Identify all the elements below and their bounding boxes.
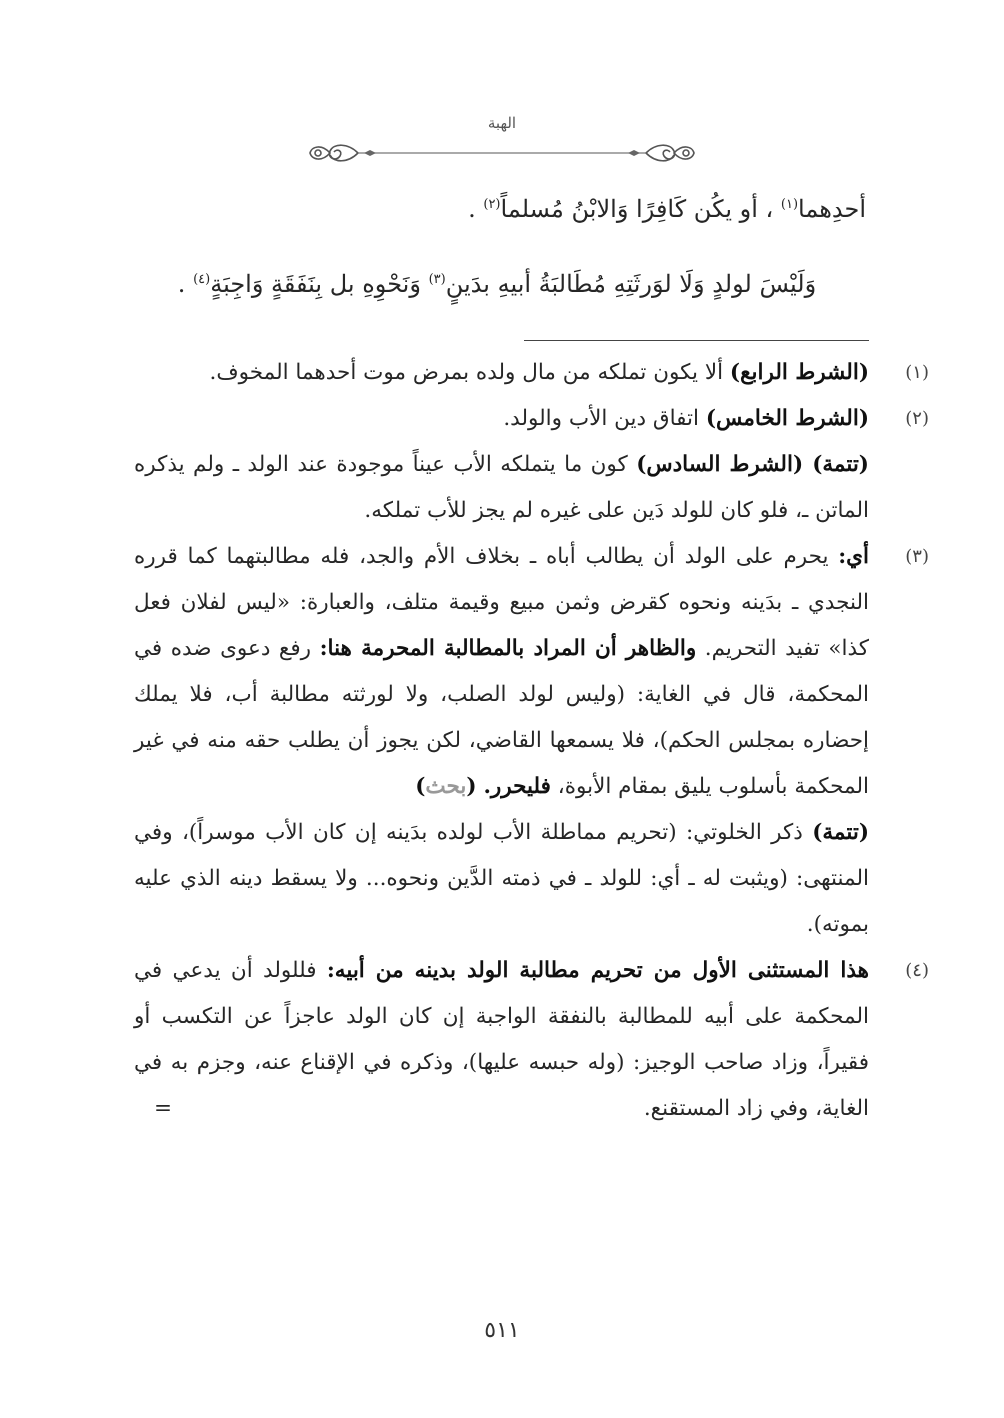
main-text-segment: . (468, 195, 476, 223)
footnote-2 (134, 396, 929, 442)
footnote-bold: (الشرط الرابع) (729, 360, 869, 385)
footnote-bold: هذا المستثنى الأول من تحريم مطالبة الولد بدينه من أبيه: (326, 958, 869, 983)
continuation-mark: = (154, 1096, 173, 1121)
footnote-4 (134, 948, 929, 1132)
main-text-segment: وَلَيْسَ لولدٍ وَلَا لوَرثَتِهِ مُطَالبَةُ أبيهِ بدَينٍ (445, 270, 817, 298)
main-text-segment: وَنَحْوِهِ بل بِنَفَقَةٍ وَاجِبَةٍ (210, 270, 421, 298)
footnote-text: اتفاق دين الأب والولد. (503, 406, 699, 431)
footnote-text: ألا يكون تملكه من مال ولده بمرض موت أحدهما المخوف. (209, 360, 724, 385)
footnote-number: (٤) (905, 960, 929, 981)
footnote-number: (٢) (905, 408, 929, 429)
main-text-line-2 (120, 270, 874, 298)
footnotes (134, 350, 929, 1132)
main-text-segment: . (177, 270, 186, 298)
note-text: كون ما يتملكه الأب عيناً موجودة عند الولد ـ ولم يذكره الماتن ـ، فلو كان للولد دَين على غيره لم يجز للأب تملكه. (134, 452, 869, 523)
note-bold: (تتمة) (الشرط السادس) (636, 452, 869, 477)
footnote-2-note (134, 442, 869, 534)
research-paren: ) (415, 774, 426, 799)
main-text-segment: أحدِهما (798, 195, 866, 223)
note-bold: (تتمة) (812, 820, 869, 845)
footnote-text: رفع دعوى ضده في المحكمة، قال في الغاية: (وليس لولد الصلب، ولا لورثته مطالبة أب، فلا يملك إحضاره بمجلس الحكم)، فلا يسمعها القاضي، لكن يجوز أن يطلب حقه منه في غير المحكمة بأسلوب يليق بمقام الأبوة، (134, 636, 869, 799)
footnote-number: (٣) (905, 546, 929, 567)
footnote-3 (134, 534, 929, 810)
footnote-number: (١) (905, 362, 929, 383)
footnote-bold: أي: (838, 544, 869, 569)
footnote-1 (134, 350, 929, 396)
footnote-bold: فليحرر. (483, 774, 551, 799)
footnote-text: فللولد أن يدعي في المحكمة على أبيه للمطالبة بالنفقة الواجبة إن كان الولد عاجزاً عن التكسب أو فقيراً، وزاد صاحب الوجيز: (وله حبسه عليها)، وذكره في الإقناع عنه، وجزم به في الغاية، وفي زاد المستقنع. (134, 958, 869, 1121)
running-title: الهبة (487, 114, 517, 132)
main-text-line-1 (130, 195, 866, 223)
footnote-divider (524, 340, 869, 341)
main-text-segment: ، أو يكُن كَافِرًا وَالابْنُ مُسلماً (500, 195, 774, 223)
footnote-ref-4[interactable]: (٤) (193, 272, 211, 287)
research-mark: بحث (425, 774, 467, 799)
footnote-bold: والظاهر أن المراد بالمطالبة المحرمة هنا: (319, 636, 697, 661)
footnote-3-note (134, 810, 869, 948)
page-header (0, 100, 1004, 180)
footnote-ref-1[interactable]: (١) (780, 197, 799, 212)
footnote-ref-3[interactable]: (٣) (428, 272, 446, 287)
footnote-text: يحرم على الولد أن يطالب أباه ـ بخلاف الأم والجد، فله مطالبتهما كما قرره النجدي ـ بدَينه ونحوه كقرض وثمن مبيع وقيمة متلف، والعبارة: «ليس لفلان فعل كذا» تفيد التحريم. (134, 544, 869, 661)
footnote-bold: (الشرط الخامس) (705, 406, 869, 431)
note-text: ذكر الخلوتي: (تحريم مماطلة الأب لولده بدَينه إن كان الأب موسراً)، وفي المنتهى: (ويثبت له ـ أي: للولد ـ في ذمته الدَّين ونحوه... ولا يسقط دينه الذي عليه بموته). (134, 820, 869, 937)
page-number: ٥١١ (484, 1318, 520, 1343)
research-paren: ( (466, 774, 477, 799)
header-ornament-icon (300, 138, 704, 168)
footnote-ref-2[interactable]: (٢) (483, 197, 501, 212)
